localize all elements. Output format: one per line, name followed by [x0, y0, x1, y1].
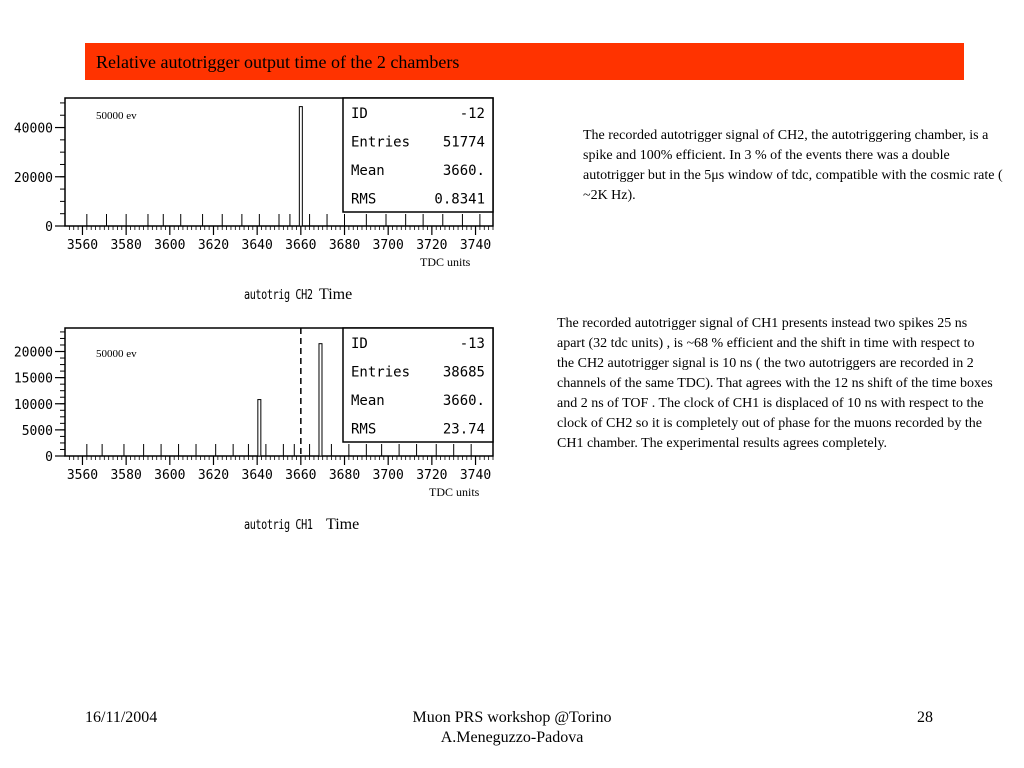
stats-value: 3660.	[442, 393, 485, 409]
y-tick-label: 0	[45, 220, 53, 235]
stats-value: 23.74	[442, 421, 485, 438]
stats-value: -12	[459, 106, 485, 122]
x-tick-label: 3600	[154, 238, 186, 253]
x-tick-label: 3680	[328, 238, 361, 253]
x-axis-title-suffix: Time	[319, 286, 353, 303]
slide-title-text: Relative autotrigger output time of the 2 chambers	[96, 52, 460, 72]
event-count-label: 50000 ev	[96, 110, 137, 122]
y-tick-label: 10000	[13, 397, 53, 413]
x-tick-label: 3560	[66, 468, 99, 483]
event-count-label: 50000 ev	[96, 348, 137, 360]
x-tick-label: 3580	[110, 468, 142, 483]
x-axis-title: autotrig CH1	[244, 518, 313, 533]
stats-value: 51774	[442, 134, 485, 151]
y-tick-label: 20000	[13, 170, 53, 186]
x-unit-label: TDC units	[420, 255, 471, 269]
histogram-ch2-canvas	[10, 92, 510, 262]
stats-label: Entries	[351, 364, 411, 381]
y-tick-label: 20000	[13, 345, 53, 361]
stats-label: RMS	[351, 421, 377, 438]
histogram-ch2	[10, 92, 510, 327]
x-tick-label: 3560	[66, 238, 99, 253]
stats-value: 3660.	[442, 163, 485, 179]
footer-event-name: Muon PRS workshop @Torino	[412, 709, 612, 726]
x-tick-label: 3740	[459, 468, 492, 483]
ch1-description: The recorded autotrigger signal of CH1 presents instead two spikes 25 ns apart (32 tdc units) , is ~68 % efficient and the shift in time with respect to the CH2 autotrigger signal is 10 ns ( the two autotriggers are recorded in 2 channels of the same TDC). That agrees with the 12 ns shift of the time boxes and 2 ns of TOF . The clock of CH1 is displaced of 10 ns with respect to the clock of CH2 so it is completely out of phase for the muons recorded by the CH1 chamber. The experimental results agrees completely.	[557, 316, 993, 451]
x-tick-label: 3660	[285, 468, 317, 483]
x-tick-label: 3620	[197, 238, 230, 253]
stats-label: Mean	[351, 393, 385, 409]
x-tick-label: 3720	[416, 468, 448, 483]
x-tick-label: 3640	[241, 468, 273, 483]
x-tick-label: 3740	[459, 238, 492, 253]
spike-bar	[299, 107, 302, 226]
footer-author: A.Meneguzzo-Padova	[440, 729, 584, 746]
x-tick-label: 3660	[285, 238, 317, 253]
footer-center	[300, 708, 724, 748]
ch2-description: The recorded autotrigger signal of CH2, the autotriggering chamber, is a spike and 100% efficient. In 3 % of the events there was a double autotrigger but in the 5μs window of tdc, compatible with the cosmic rate ( ~2K Hz).	[583, 128, 1003, 203]
x-tick-label: 3600	[154, 468, 186, 483]
histogram-ch1-canvas	[10, 322, 510, 492]
footer-page-number: 28	[917, 709, 933, 726]
spike-bar	[258, 400, 261, 456]
x-tick-label: 3700	[372, 238, 404, 253]
stats-value: -13	[459, 336, 485, 352]
x-tick-label: 3720	[416, 238, 448, 253]
x-tick-label: 3640	[241, 238, 273, 253]
stats-value: 0.8341	[434, 191, 485, 208]
y-tick-label: 5000	[21, 423, 53, 439]
x-tick-label: 3620	[197, 468, 230, 483]
x-axis-title-suffix: Time	[326, 516, 360, 533]
x-axis-title: autotrig CH2	[244, 288, 313, 303]
x-unit-label: TDC units	[429, 485, 480, 499]
y-tick-label: 15000	[13, 371, 53, 387]
stats-label: ID	[351, 336, 368, 352]
spike-bar	[319, 344, 322, 456]
y-tick-label: 0	[45, 450, 53, 465]
slide-title	[85, 43, 964, 80]
y-tick-label: 40000	[13, 121, 53, 137]
stats-label: ID	[351, 106, 368, 122]
stats-label: Mean	[351, 163, 385, 179]
stats-label: Entries	[351, 134, 411, 151]
footer-date: 16/11/2004	[85, 709, 158, 726]
x-tick-label: 3700	[372, 468, 404, 483]
stats-label: RMS	[351, 191, 377, 208]
x-tick-label: 3680	[328, 468, 361, 483]
stats-value: 38685	[442, 364, 485, 381]
histogram-ch1	[10, 322, 510, 557]
x-tick-label: 3580	[110, 238, 142, 253]
